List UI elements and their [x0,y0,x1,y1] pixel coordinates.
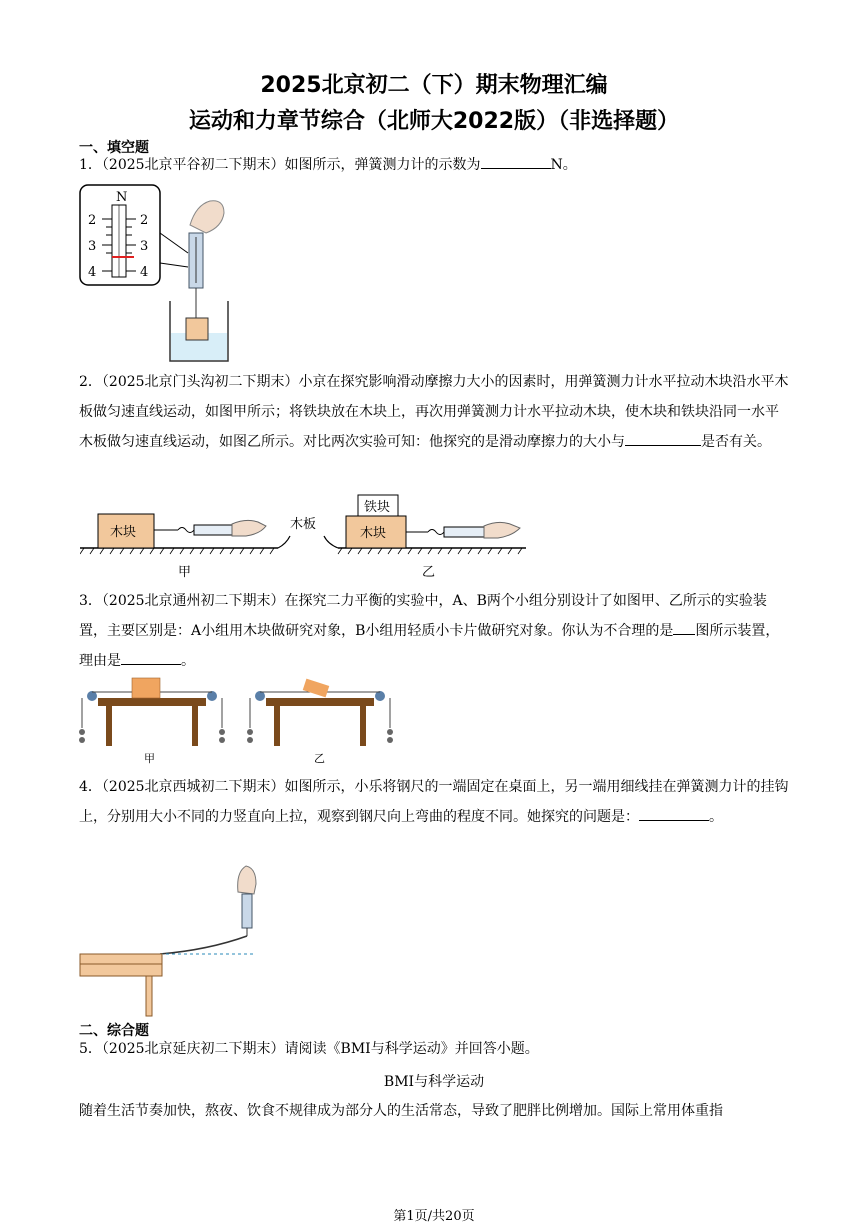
two-force-balance-figure [78,676,398,768]
question-3-text: 3．（2025北京通州初二下期末）在探究二力平衡的实验中，A、B两个小组分别设计了如图甲、乙所示的实验装置，主要区别是：A小组用木块做研究对象，B小组用轻质小卡片做研究对象。你认为不合理的是 [79,593,767,639]
question-2-text: 2．（2025北京门头沟初二下期末）小京在探究影响滑动摩擦力大小的因素时，用弹簧测力计水平拉动木块沿水平木板做匀速直线运动，如图甲所示；将铁块放在木块上，再次用弹簧测力计水平拉动木块，使木块和铁块沿同一水平木板做匀速直线运动，如图乙所示。对比两次实验可知：他探究的是滑动摩擦力的大小与 [79,374,789,450]
answer-blank[interactable] [121,648,181,665]
tick-right-4: 4 [140,265,149,280]
caption-yi: 乙 [314,752,325,765]
page-subtitle: 运动和力章节综合（北师大2022版）（非选择题） [188,109,680,134]
question-4-end: 。 [709,809,723,825]
caption-jia: 甲 [144,752,155,765]
board-label: 木板 [290,517,317,532]
answer-blank[interactable] [625,429,701,446]
friction-experiment-figure [80,492,540,584]
wood-block-b-label: 木块 [360,526,387,541]
hand-icon [232,520,266,536]
section-heading-fill-blank: 一、填空题 [79,140,149,156]
spring-scale-figure [78,183,238,363]
question-2-end: 是否有关。 [701,434,771,450]
question-3-end: 。 [181,653,195,669]
article-body: 随着生活节奏加快，熬夜、饮食不规律成为部分人的生活常态，导致了肥胖比例增加。国际上常用体重指 [79,1103,723,1119]
iron-block-label: 铁块 [364,500,391,515]
answer-blank[interactable] [639,804,709,821]
question-4 [79,772,791,832]
page-title: 2025北京初二（下）期末物理汇编 [260,73,608,98]
question-3 [79,586,791,676]
tick-left-2: 2 [88,213,97,228]
light-card [303,679,330,698]
question-3-text-2: 图所示装置，理由是 [79,623,780,669]
question-1 [79,150,791,180]
caption-yi: 乙 [422,565,436,580]
wood-block [132,678,160,698]
hand-icon [484,522,520,538]
steel-ruler-figure [78,862,278,1018]
tick-right-2: 2 [140,213,149,228]
caption-jia: 甲 [178,565,192,580]
hand-icon [238,866,256,894]
hanging-block [186,318,208,340]
tick-left-3: 3 [88,239,97,254]
question-5: 5．（2025北京延庆初二下期末）请阅读《BMI与科学运动》并回答小题。 [79,1041,539,1057]
answer-blank[interactable] [673,618,695,635]
article-title: BMI与科学运动 [383,1074,485,1090]
bent-ruler [160,936,247,954]
section-heading-comprehensive: 二、综合题 [79,1023,149,1039]
answer-blank[interactable] [481,152,551,169]
page-footer: 第1页/共20页 [393,1209,475,1224]
wood-block-a-label: 木块 [110,525,137,540]
scale-unit-label: N [116,190,128,205]
tick-left-4: 4 [88,265,97,280]
question-1-text: 1．（2025北京平谷初二下期末）如图所示，弹簧测力计的示数为 [79,157,481,173]
tick-right-3: 3 [140,239,149,254]
question-4-text: 4．（2025北京西城初二下期末）如图所示，小乐将钢尺的一端固定在桌面上，另一端用细线挂在弹簧测力计的挂钩上，分别用大小不同的力竖直向上拉，观察到钢尺向上弯曲的程度不同。她探究的问题是： [79,779,789,825]
question-2 [79,367,791,457]
question-1-end: N。 [550,157,577,173]
hand-icon [190,201,224,233]
